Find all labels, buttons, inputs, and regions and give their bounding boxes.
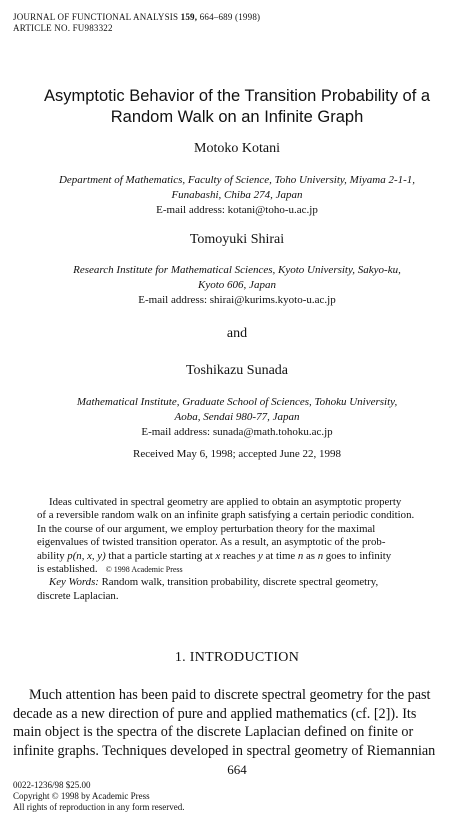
affiliation-line: Funabashi, Chiba 274, Japan [171, 189, 303, 201]
body-line: infinite graphs. Techniques developed in spectral geometry of Riemannian [13, 742, 436, 759]
abstract-line: eigenvalues of twisted transition operator. As a result, an asymptotic of the prob- [37, 536, 386, 549]
abstract-text: ability [37, 549, 65, 562]
abstract-text: at time [265, 549, 296, 562]
keywords-line [37, 576, 437, 589]
math-variable: n [297, 549, 304, 562]
keywords-line: discrete Laplacian. [37, 589, 119, 602]
footer [13, 780, 184, 813]
keywords-label: Key Words: [49, 576, 99, 589]
body-paragraph [13, 686, 463, 760]
title-line: Random Walk on an Infinite Graph [110, 108, 364, 126]
abstract-text: as [305, 549, 315, 562]
abstract-line: Ideas cultivated in spectral geometry are applied to obtain an asymptotic property [49, 496, 402, 508]
journal-name: JOURNAL OF FUNCTIONAL ANALYSIS [13, 12, 179, 22]
received-date: Received May 6, 1998; accepted June 22, 1998 [132, 448, 342, 460]
author-name: Tomoyuki Shirai [189, 232, 285, 247]
author-name: Motoko Kotani [194, 141, 280, 156]
abstract-text: that a particle starting at [108, 549, 213, 562]
affiliation-line: Aoba, Sendai 980-77, Japan [174, 411, 300, 423]
abstract-text: is established. [37, 563, 98, 576]
keywords-text: Random walk, transition probability, discrete spectral geometry, [101, 576, 379, 589]
author-name: Toshikazu Sunada [185, 363, 289, 378]
author-affiliation [0, 263, 474, 308]
journal-volume: 159, [180, 12, 198, 22]
footer-copyright: Copyright © 1998 by Academic Press [13, 791, 150, 801]
author-affiliation [0, 173, 474, 218]
math-variable: y [257, 549, 263, 562]
author-email: E-mail address: sunada@math.tohoku.ac.jp [141, 426, 333, 438]
affiliation-line: Research Institute for Mathematical Sciences, Kyoto University, Sakyo-ku, [73, 264, 401, 276]
affiliation-line: Kyoto 606, Japan [198, 279, 276, 291]
abstract-copyright: © 1998 Academic Press [105, 565, 183, 575]
math-variable: n [317, 549, 324, 562]
abstract-line [37, 563, 437, 576]
abstract-line: In the course of our argument, we employ perturbation theory for the maximal [37, 522, 376, 535]
author-email: E-mail address: shirai@kurims.kyoto-u.ac.jp [138, 294, 336, 306]
body-line: decade as a new direction of pure and applied mathematics (cf. [2]). Its [13, 705, 417, 722]
footer-rights: All rights of reproduction in any form reserved. [13, 802, 185, 812]
paper-title [0, 86, 474, 128]
body-line: Much attention has been paid to discrete spectral geometry for the past [29, 687, 431, 703]
abstract-line: of a reversible random walk on an infinite graph satisfying a certain periodic condition. [37, 509, 415, 522]
section-heading: 1. INTRODUCTION [174, 650, 300, 665]
abstract-line [37, 550, 437, 563]
affiliation-line: Mathematical Institute, Graduate School of Sciences, Tohoku University, [76, 396, 398, 408]
affiliation-line: Department of Mathematics, Faculty of Science, Toho University, Miyama 2-1-1, [58, 174, 416, 186]
abstract-text: goes to infinity [325, 549, 392, 562]
author-affiliation [0, 395, 474, 440]
journal-pages: 664–689 (1998) [199, 12, 261, 22]
body-line: main object is the spectra of the discrete Laplacian defined on finite or [13, 724, 414, 740]
article-number: ARTICLE NO. FU983322 [13, 23, 113, 33]
page-number: 664 [227, 762, 247, 777]
journal-header [13, 12, 260, 23]
footer-price: 0022-1236/98 $25.00 [13, 780, 91, 790]
author-email: E-mail address: kotani@toho-u.ac.jp [156, 204, 318, 216]
abstract-text: reaches [222, 549, 256, 562]
title-line: Asymptotic Behavior of the Transition Probability of a [43, 87, 431, 105]
abstract [37, 496, 437, 603]
and-separator: and [226, 326, 248, 341]
math-variable: x [215, 549, 221, 562]
math-expression: p(n, x, y) [67, 549, 106, 562]
